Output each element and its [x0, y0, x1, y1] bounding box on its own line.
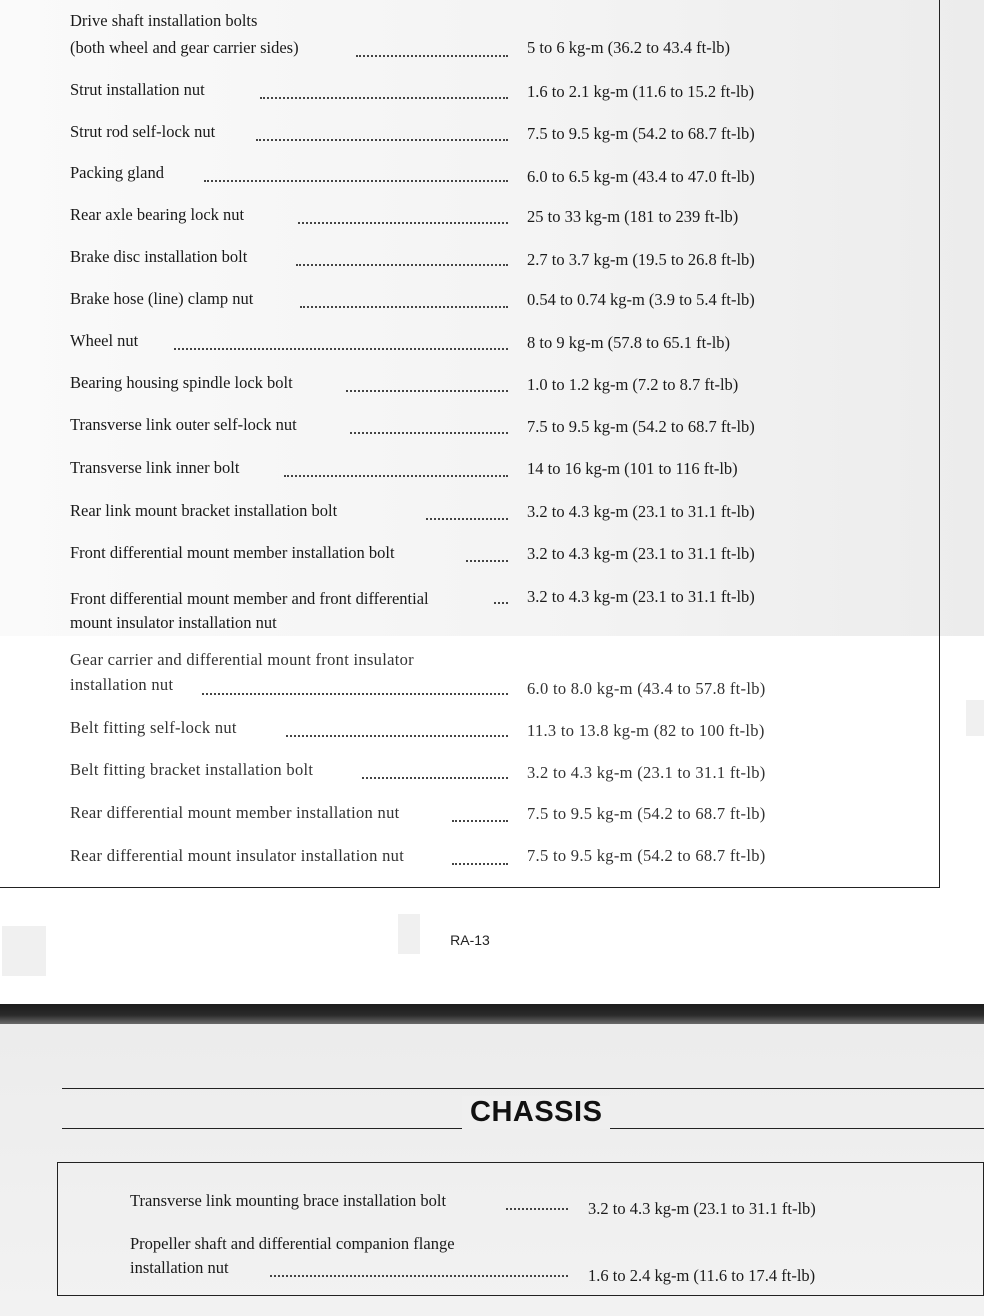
spec-value: 14 to 16 kg-m (101 to 116 ft-lb)	[527, 459, 738, 478]
spec-value: 7.5 to 9.5 kg-m (54.2 to 68.7 ft-lb)	[527, 804, 766, 823]
spec-label: Transverse link mounting brace installation bolt	[130, 1191, 447, 1210]
spec-value: 6.0 to 6.5 kg-m (43.4 to 47.0 ft-lb)	[527, 167, 755, 186]
spec-label: Brake hose (line) clamp nut	[70, 289, 254, 308]
section-title: CHASSIS	[462, 1096, 610, 1129]
leader-dots	[466, 558, 508, 562]
spec-label: Rear differential mount member installation nut	[70, 803, 400, 822]
leader-dots	[506, 1206, 568, 1210]
spec-value: 7.5 to 9.5 kg-m (54.2 to 68.7 ft-lb)	[527, 124, 755, 143]
spec-value: 8 to 9 kg-m (57.8 to 65.1 ft-lb)	[527, 333, 731, 352]
leader-dots	[270, 1273, 568, 1277]
spec-label-line2: mount insulator installation nut	[70, 613, 277, 632]
spec-value: 1.6 to 2.4 kg-m (11.6 to 17.4 ft-lb)	[588, 1266, 816, 1285]
leader-dots	[426, 516, 508, 520]
spec-value: 7.5 to 9.5 kg-m (54.2 to 68.7 ft-lb)	[527, 417, 755, 436]
spec-value: 5 to 6 kg-m (36.2 to 43.4 ft-lb)	[527, 38, 731, 57]
spec-label: Strut installation nut	[70, 80, 205, 99]
spec-label: Gear carrier and differential mount front insulator	[70, 650, 414, 669]
leader-dots	[300, 304, 508, 308]
leader-dots	[284, 473, 508, 477]
spec-value: 3.2 to 4.3 kg-m (23.1 to 31.1 ft-lb)	[527, 502, 755, 521]
spec-label: Front differential mount member and front differential	[70, 589, 429, 608]
leader-dots	[260, 95, 508, 99]
spec-value: 3.2 to 4.3 kg-m (23.1 to 31.1 ft-lb)	[527, 587, 755, 606]
leader-dots	[350, 430, 508, 434]
spec-value: 1.6 to 2.1 kg-m (11.6 to 15.2 ft-lb)	[527, 82, 755, 101]
spec-label: Packing gland	[70, 163, 164, 182]
page-number: RA-13	[450, 932, 490, 948]
spec-label-line2: (both wheel and gear carrier sides)	[70, 38, 299, 57]
spec-value: 3.2 to 4.3 kg-m (23.1 to 31.1 ft-lb)	[527, 544, 755, 563]
spec-label: Front differential mount member installation bolt	[70, 543, 395, 562]
spec-value: 3.2 to 4.3 kg-m (23.1 to 31.1 ft-lb)	[527, 763, 766, 782]
spec-label: Bearing housing spindle lock bolt	[70, 373, 293, 392]
spec-value: 7.5 to 9.5 kg-m (54.2 to 68.7 ft-lb)	[527, 846, 766, 865]
spec-label-line2: installation nut	[70, 675, 174, 694]
spec-label: Belt fitting self-lock nut	[70, 718, 237, 737]
spec-label: Propeller shaft and differential companion flange	[130, 1234, 455, 1253]
spec-label: Rear link mount bracket installation bolt	[70, 501, 338, 520]
scan-smudge	[966, 700, 984, 736]
leader-dots	[296, 262, 508, 266]
leader-dots	[452, 818, 508, 822]
spec-label: Drive shaft installation bolts	[70, 11, 258, 30]
spec-value: 11.3 to 13.8 kg-m (82 to 100 ft-lb)	[527, 721, 765, 740]
page-divider-bar	[0, 1004, 984, 1024]
leader-dots	[174, 346, 508, 350]
leader-dots	[362, 775, 508, 779]
spec-label: Belt fitting bracket installation bolt	[70, 760, 314, 779]
spec-label: Strut rod self-lock nut	[70, 122, 216, 141]
leader-dots	[356, 53, 508, 57]
leader-dots	[452, 861, 508, 865]
leader-dots	[202, 691, 508, 695]
spec-value: 25 to 33 kg-m (181 to 239 ft-lb)	[527, 207, 739, 226]
spec-value: 2.7 to 3.7 kg-m (19.5 to 26.8 ft-lb)	[527, 250, 755, 269]
spec-label: Brake disc installation bolt	[70, 247, 248, 266]
spec-value: 6.0 to 8.0 kg-m (43.4 to 57.8 ft-lb)	[527, 679, 766, 698]
leader-dots	[494, 600, 508, 604]
spec-value: 3.2 to 4.3 kg-m (23.1 to 31.1 ft-lb)	[588, 1199, 816, 1218]
spec-value: 1.0 to 1.2 kg-m (7.2 to 8.7 ft-lb)	[527, 375, 739, 394]
leader-dots	[298, 220, 508, 224]
leader-dots	[256, 137, 508, 141]
leader-dots	[286, 733, 508, 737]
spec-label: Transverse link inner bolt	[70, 458, 240, 477]
spec-label: Rear axle bearing lock nut	[70, 205, 245, 224]
spec-label-line2: installation nut	[130, 1258, 229, 1277]
spec-label: Rear differential mount insulator installation nut	[70, 846, 405, 865]
leader-dots	[204, 178, 508, 182]
spec-label: Wheel nut	[70, 331, 139, 350]
header-rule-top	[62, 1088, 984, 1089]
leader-dots	[346, 388, 508, 392]
spec-value: 0.54 to 0.74 kg-m (3.9 to 5.4 ft-lb)	[527, 290, 755, 309]
spec-label: Transverse link outer self-lock nut	[70, 415, 297, 434]
